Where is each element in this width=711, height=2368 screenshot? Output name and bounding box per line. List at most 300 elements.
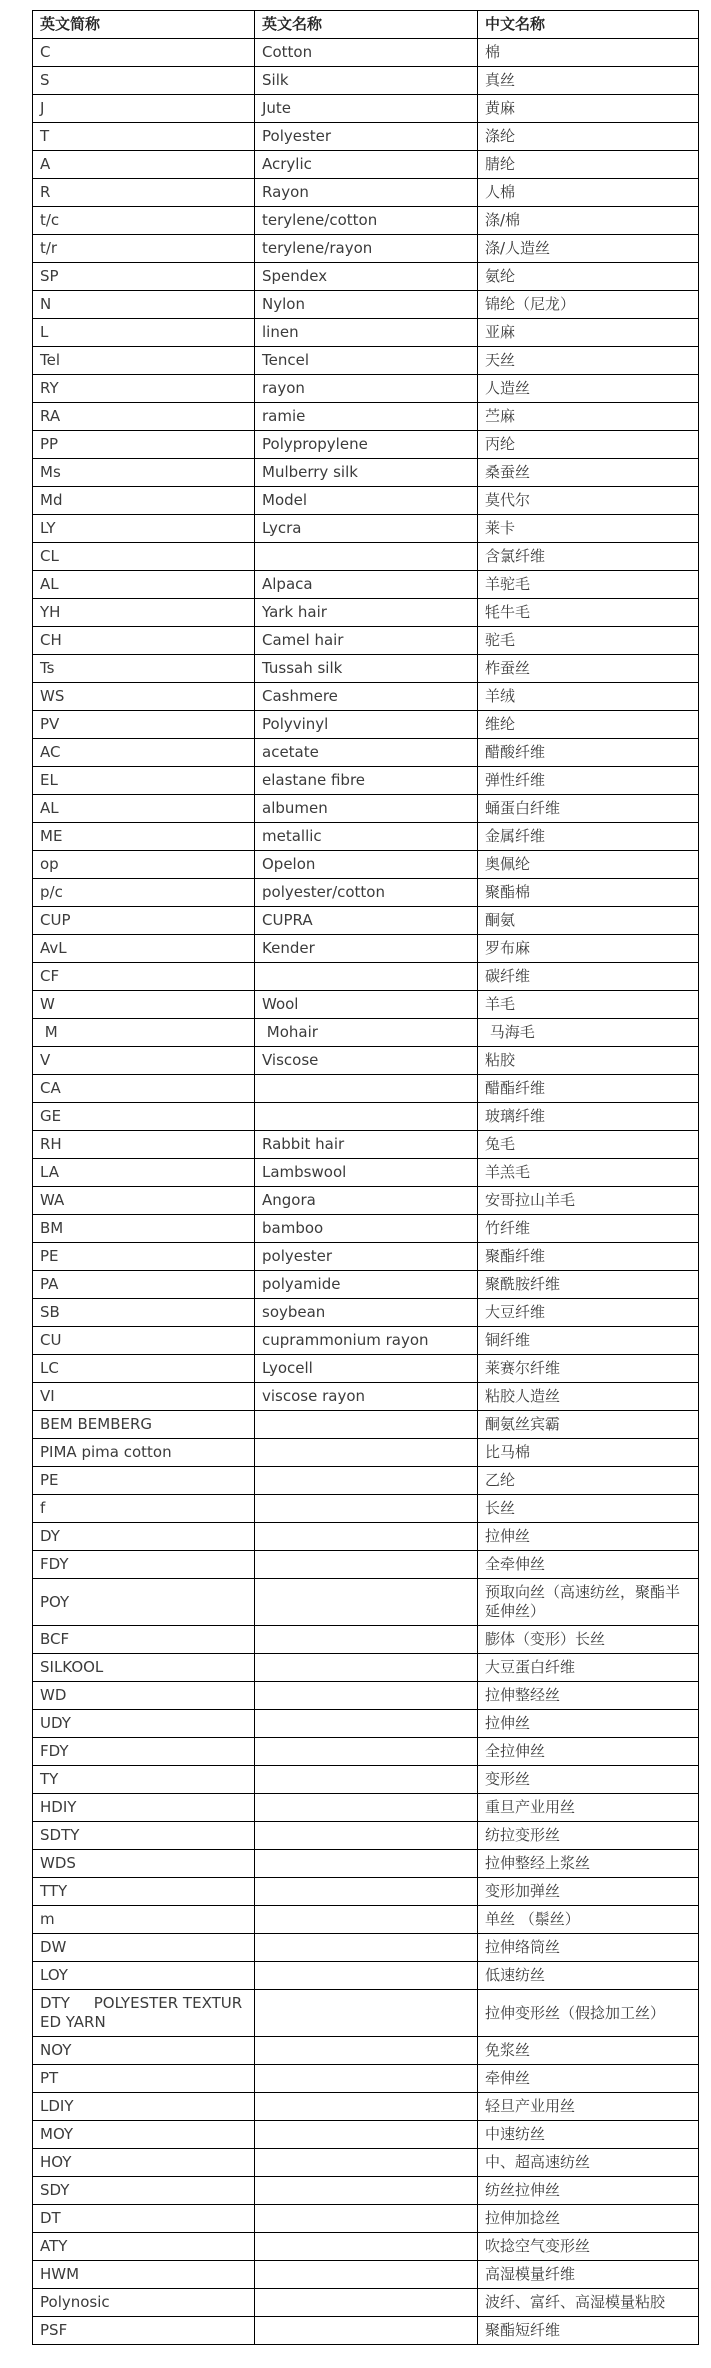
cell-chinese-name: 碳纤维 bbox=[478, 963, 699, 991]
cell-chinese-name: 重旦产业用丝 bbox=[478, 1794, 699, 1822]
cell-english-name bbox=[255, 2205, 478, 2233]
cell-chinese-name: 罗布麻 bbox=[478, 935, 699, 963]
cell-english-name bbox=[255, 1551, 478, 1579]
cell-english-name bbox=[255, 1962, 478, 1990]
table-row bbox=[33, 207, 699, 235]
cell-english-abbr: ME bbox=[33, 823, 255, 851]
table-row bbox=[33, 1579, 699, 1626]
cell-english-name bbox=[255, 1495, 478, 1523]
table-row bbox=[33, 2149, 699, 2177]
cell-chinese-name: 中、超高速纺丝 bbox=[478, 2149, 699, 2177]
cell-chinese-name: 吹捻空气变形丝 bbox=[478, 2233, 699, 2261]
table-row bbox=[33, 1327, 699, 1355]
cell-english-name bbox=[255, 2317, 478, 2345]
cell-english-abbr: W bbox=[33, 991, 255, 1019]
cell-english-name: Acrylic bbox=[255, 151, 478, 179]
cell-english-abbr: J bbox=[33, 95, 255, 123]
cell-english-name bbox=[255, 1850, 478, 1878]
cell-english-name: CUPRA bbox=[255, 907, 478, 935]
cell-chinese-name: 驼毛 bbox=[478, 627, 699, 655]
cell-english-abbr: BCF bbox=[33, 1626, 255, 1654]
cell-english-name bbox=[255, 1878, 478, 1906]
cell-english-name: Nylon bbox=[255, 291, 478, 319]
cell-english-name: Yark hair bbox=[255, 599, 478, 627]
table-row bbox=[33, 179, 699, 207]
table-row bbox=[33, 739, 699, 767]
cell-chinese-name: 铜纤维 bbox=[478, 1327, 699, 1355]
cell-chinese-name: 单丝 （鬃丝） bbox=[478, 1906, 699, 1934]
table-row bbox=[33, 403, 699, 431]
cell-chinese-name: 羊绒 bbox=[478, 683, 699, 711]
cell-english-name bbox=[255, 1579, 478, 1626]
cell-chinese-name: 拉伸络筒丝 bbox=[478, 1934, 699, 1962]
table-row bbox=[33, 2205, 699, 2233]
cell-chinese-name: 莫代尔 bbox=[478, 487, 699, 515]
table-row bbox=[33, 1467, 699, 1495]
cell-english-abbr: N bbox=[33, 291, 255, 319]
cell-chinese-name: 预取向丝（高速纺丝，聚酯半延伸丝） bbox=[478, 1579, 699, 1626]
cell-english-name: Model bbox=[255, 487, 478, 515]
table-row bbox=[33, 1626, 699, 1654]
cell-english-name: Tussah silk bbox=[255, 655, 478, 683]
cell-chinese-name: 兔毛 bbox=[478, 1131, 699, 1159]
cell-chinese-name: 聚酯棉 bbox=[478, 879, 699, 907]
cell-english-abbr: BM bbox=[33, 1215, 255, 1243]
cell-english-name: viscose rayon bbox=[255, 1383, 478, 1411]
table-row bbox=[33, 1271, 699, 1299]
cell-english-abbr: POY bbox=[33, 1579, 255, 1626]
cell-english-abbr: PV bbox=[33, 711, 255, 739]
cell-chinese-name: 马海毛 bbox=[478, 1019, 699, 1047]
table-row bbox=[33, 1794, 699, 1822]
cell-english-name: elastane fibre bbox=[255, 767, 478, 795]
cell-english-name bbox=[255, 1990, 478, 2037]
cell-english-name: Mulberry silk bbox=[255, 459, 478, 487]
cell-english-name bbox=[255, 2149, 478, 2177]
cell-chinese-name: 变形丝 bbox=[478, 1766, 699, 1794]
cell-chinese-name: 中速纺丝 bbox=[478, 2121, 699, 2149]
cell-chinese-name: 黄麻 bbox=[478, 95, 699, 123]
cell-english-abbr: PIMA pima cotton bbox=[33, 1439, 255, 1467]
cell-english-name: Camel hair bbox=[255, 627, 478, 655]
cell-chinese-name: 莱卡 bbox=[478, 515, 699, 543]
table-row bbox=[33, 291, 699, 319]
cell-english-name: terylene/rayon bbox=[255, 235, 478, 263]
cell-english-abbr: Polynosic bbox=[33, 2289, 255, 2317]
cell-chinese-name: 拉伸丝 bbox=[478, 1523, 699, 1551]
cell-english-name: Tencel bbox=[255, 347, 478, 375]
table-row bbox=[33, 543, 699, 571]
cell-english-name: ramie bbox=[255, 403, 478, 431]
cell-english-abbr: DTY POLYESTER TEXTURED YARN bbox=[33, 1990, 255, 2037]
table-row bbox=[33, 1990, 699, 2037]
cell-english-name bbox=[255, 1411, 478, 1439]
cell-english-name: terylene/cotton bbox=[255, 207, 478, 235]
cell-chinese-name: 聚酯纤维 bbox=[478, 1243, 699, 1271]
cell-chinese-name: 比马棉 bbox=[478, 1439, 699, 1467]
cell-english-abbr: FDY bbox=[33, 1551, 255, 1579]
table-row bbox=[33, 151, 699, 179]
cell-chinese-name: 人造丝 bbox=[478, 375, 699, 403]
table-row bbox=[33, 2289, 699, 2317]
table-row bbox=[33, 1187, 699, 1215]
cell-english-abbr: UDY bbox=[33, 1710, 255, 1738]
table-row bbox=[33, 963, 699, 991]
table-row bbox=[33, 1159, 699, 1187]
cell-chinese-name: 氨纶 bbox=[478, 263, 699, 291]
cell-chinese-name: 酮氨 bbox=[478, 907, 699, 935]
table-row bbox=[33, 375, 699, 403]
cell-chinese-name: 安哥拉山羊毛 bbox=[478, 1187, 699, 1215]
table-row bbox=[33, 823, 699, 851]
cell-english-abbr: R bbox=[33, 179, 255, 207]
cell-chinese-name: 粘胶 bbox=[478, 1047, 699, 1075]
cell-english-name bbox=[255, 1075, 478, 1103]
cell-english-abbr: CUP bbox=[33, 907, 255, 935]
cell-chinese-name: 柞蚕丝 bbox=[478, 655, 699, 683]
table-row bbox=[33, 1766, 699, 1794]
cell-chinese-name: 涤/棉 bbox=[478, 207, 699, 235]
table-row bbox=[33, 1551, 699, 1579]
cell-english-name bbox=[255, 2233, 478, 2261]
cell-english-abbr: BEM BEMBERG bbox=[33, 1411, 255, 1439]
cell-chinese-name: 轻旦产业用丝 bbox=[478, 2093, 699, 2121]
cell-english-abbr: S bbox=[33, 67, 255, 95]
cell-chinese-name: 全牵伸丝 bbox=[478, 1551, 699, 1579]
cell-english-name bbox=[255, 1710, 478, 1738]
cell-english-abbr: PSF bbox=[33, 2317, 255, 2345]
cell-english-name bbox=[255, 2121, 478, 2149]
cell-english-name: Lyocell bbox=[255, 1355, 478, 1383]
cell-english-abbr: RH bbox=[33, 1131, 255, 1159]
table-row bbox=[33, 39, 699, 67]
table-row bbox=[33, 1383, 699, 1411]
cell-english-name: Wool bbox=[255, 991, 478, 1019]
cell-english-name: Opelon bbox=[255, 851, 478, 879]
cell-english-abbr: Md bbox=[33, 487, 255, 515]
cell-english-abbr: WD bbox=[33, 1682, 255, 1710]
table-row bbox=[33, 95, 699, 123]
table-row bbox=[33, 1243, 699, 1271]
cell-english-abbr: CH bbox=[33, 627, 255, 655]
cell-chinese-name: 高湿模量纤维 bbox=[478, 2261, 699, 2289]
cell-english-name: albumen bbox=[255, 795, 478, 823]
cell-english-name: soybean bbox=[255, 1299, 478, 1327]
cell-english-abbr: CL bbox=[33, 543, 255, 571]
cell-english-abbr: VI bbox=[33, 1383, 255, 1411]
table-row bbox=[33, 1299, 699, 1327]
table-row bbox=[33, 2037, 699, 2065]
table-row bbox=[33, 683, 699, 711]
cell-english-abbr: SDTY bbox=[33, 1822, 255, 1850]
cell-english-name: Mohair bbox=[255, 1019, 478, 1047]
cell-english-name: Viscose bbox=[255, 1047, 478, 1075]
cell-english-name: Cashmere bbox=[255, 683, 478, 711]
table-body bbox=[33, 39, 699, 2345]
cell-chinese-name: 亚麻 bbox=[478, 319, 699, 347]
table-row bbox=[33, 1495, 699, 1523]
table-row bbox=[33, 1215, 699, 1243]
table-row bbox=[33, 907, 699, 935]
cell-english-abbr: MOY bbox=[33, 2121, 255, 2149]
cell-english-name bbox=[255, 2177, 478, 2205]
cell-chinese-name: 粘胶人造丝 bbox=[478, 1383, 699, 1411]
table-row bbox=[33, 2317, 699, 2345]
cell-chinese-name: 人棉 bbox=[478, 179, 699, 207]
cell-english-name: bamboo bbox=[255, 1215, 478, 1243]
table-row bbox=[33, 2261, 699, 2289]
cell-english-abbr: TTY bbox=[33, 1878, 255, 1906]
cell-english-abbr: op bbox=[33, 851, 255, 879]
table-row bbox=[33, 319, 699, 347]
cell-english-abbr: FDY bbox=[33, 1738, 255, 1766]
table-row bbox=[33, 487, 699, 515]
cell-english-abbr: RY bbox=[33, 375, 255, 403]
cell-english-name: Lambswool bbox=[255, 1159, 478, 1187]
cell-english-abbr: PA bbox=[33, 1271, 255, 1299]
cell-english-name: rayon bbox=[255, 375, 478, 403]
cell-english-abbr: WS bbox=[33, 683, 255, 711]
table-row bbox=[33, 1738, 699, 1766]
cell-english-name: polyamide bbox=[255, 1271, 478, 1299]
cell-chinese-name: 纺拉变形丝 bbox=[478, 1822, 699, 1850]
cell-english-abbr: C bbox=[33, 39, 255, 67]
cell-chinese-name: 免浆丝 bbox=[478, 2037, 699, 2065]
cell-english-abbr: Ms bbox=[33, 459, 255, 487]
table-row bbox=[33, 879, 699, 907]
cell-english-abbr: PE bbox=[33, 1467, 255, 1495]
table-row bbox=[33, 1822, 699, 1850]
cell-english-abbr: DW bbox=[33, 1934, 255, 1962]
cell-english-name: Cotton bbox=[255, 39, 478, 67]
cell-english-name: polyester bbox=[255, 1243, 478, 1271]
cell-english-abbr: AL bbox=[33, 571, 255, 599]
header-row bbox=[33, 11, 699, 39]
cell-english-abbr: LA bbox=[33, 1159, 255, 1187]
cell-english-name: Spendex bbox=[255, 263, 478, 291]
cell-english-name: Silk bbox=[255, 67, 478, 95]
column-header-english-abbr: 英文简称 bbox=[33, 11, 255, 39]
table-row bbox=[33, 2093, 699, 2121]
cell-english-abbr: DY bbox=[33, 1523, 255, 1551]
table-row bbox=[33, 123, 699, 151]
table-row bbox=[33, 991, 699, 1019]
cell-english-abbr: PT bbox=[33, 2065, 255, 2093]
cell-english-abbr: LC bbox=[33, 1355, 255, 1383]
table-row bbox=[33, 627, 699, 655]
cell-english-abbr: RA bbox=[33, 403, 255, 431]
cell-chinese-name: 大豆纤维 bbox=[478, 1299, 699, 1327]
cell-chinese-name: 醋酸纤维 bbox=[478, 739, 699, 767]
cell-english-abbr: AC bbox=[33, 739, 255, 767]
cell-chinese-name: 奥佩纶 bbox=[478, 851, 699, 879]
cell-chinese-name: 羊羔毛 bbox=[478, 1159, 699, 1187]
cell-english-abbr: PE bbox=[33, 1243, 255, 1271]
cell-english-name bbox=[255, 2065, 478, 2093]
cell-chinese-name: 羊毛 bbox=[478, 991, 699, 1019]
cell-english-name: Alpaca bbox=[255, 571, 478, 599]
cell-chinese-name: 棉 bbox=[478, 39, 699, 67]
cell-chinese-name: 桑蚕丝 bbox=[478, 459, 699, 487]
cell-english-abbr: HOY bbox=[33, 2149, 255, 2177]
cell-chinese-name: 真丝 bbox=[478, 67, 699, 95]
cell-english-abbr: LY bbox=[33, 515, 255, 543]
table-row bbox=[33, 515, 699, 543]
cell-english-abbr: L bbox=[33, 319, 255, 347]
table-row bbox=[33, 767, 699, 795]
cell-chinese-name: 天丝 bbox=[478, 347, 699, 375]
cell-english-abbr: T bbox=[33, 123, 255, 151]
cell-english-name bbox=[255, 1794, 478, 1822]
cell-chinese-name: 长丝 bbox=[478, 1495, 699, 1523]
cell-chinese-name: 锦纶（尼龙） bbox=[478, 291, 699, 319]
cell-english-name bbox=[255, 1906, 478, 1934]
table-row bbox=[33, 1355, 699, 1383]
cell-english-name: Polyvinyl bbox=[255, 711, 478, 739]
cell-chinese-name: 弹性纤维 bbox=[478, 767, 699, 795]
cell-chinese-name: 莱赛尔纤维 bbox=[478, 1355, 699, 1383]
cell-english-name: Jute bbox=[255, 95, 478, 123]
cell-chinese-name: 丙纶 bbox=[478, 431, 699, 459]
cell-english-abbr: CA bbox=[33, 1075, 255, 1103]
cell-english-name bbox=[255, 1523, 478, 1551]
column-header-english-name: 英文名称 bbox=[255, 11, 478, 39]
table-row bbox=[33, 1962, 699, 1990]
cell-english-abbr: SP bbox=[33, 263, 255, 291]
cell-chinese-name: 金属纤维 bbox=[478, 823, 699, 851]
table-row bbox=[33, 1906, 699, 1934]
cell-english-abbr: ATY bbox=[33, 2233, 255, 2261]
cell-chinese-name: 波纤、富纤、高湿模量粘胶 bbox=[478, 2289, 699, 2317]
cell-english-name bbox=[255, 1467, 478, 1495]
cell-chinese-name: 含氯纤维 bbox=[478, 543, 699, 571]
cell-english-name bbox=[255, 2093, 478, 2121]
cell-english-name bbox=[255, 1439, 478, 1467]
table-row bbox=[33, 1682, 699, 1710]
cell-english-abbr: SB bbox=[33, 1299, 255, 1327]
cell-chinese-name: 牦牛毛 bbox=[478, 599, 699, 627]
cell-english-abbr: A bbox=[33, 151, 255, 179]
fiber-abbreviation-table bbox=[32, 10, 699, 2345]
cell-chinese-name: 醋酯纤维 bbox=[478, 1075, 699, 1103]
cell-english-abbr: Ts bbox=[33, 655, 255, 683]
cell-english-name bbox=[255, 2289, 478, 2317]
cell-chinese-name: 玻璃纤维 bbox=[478, 1103, 699, 1131]
cell-chinese-name: 拉伸变形丝（假捻加工丝） bbox=[478, 1990, 699, 2037]
table-row bbox=[33, 795, 699, 823]
table-row bbox=[33, 263, 699, 291]
cell-english-name bbox=[255, 1654, 478, 1682]
cell-english-name: linen bbox=[255, 319, 478, 347]
cell-english-abbr: GE bbox=[33, 1103, 255, 1131]
table-row bbox=[33, 1710, 699, 1738]
cell-english-name bbox=[255, 1682, 478, 1710]
table-row bbox=[33, 1019, 699, 1047]
table-row bbox=[33, 2177, 699, 2205]
table-row bbox=[33, 235, 699, 263]
cell-chinese-name: 拉伸加捻丝 bbox=[478, 2205, 699, 2233]
table-row bbox=[33, 1439, 699, 1467]
cell-chinese-name: 牵伸丝 bbox=[478, 2065, 699, 2093]
cell-english-abbr: WDS bbox=[33, 1850, 255, 1878]
cell-english-abbr: LDIY bbox=[33, 2093, 255, 2121]
cell-chinese-name: 大豆蛋白纤维 bbox=[478, 1654, 699, 1682]
cell-english-name bbox=[255, 543, 478, 571]
table-row bbox=[33, 1047, 699, 1075]
table-row bbox=[33, 67, 699, 95]
cell-chinese-name: 低速纺丝 bbox=[478, 1962, 699, 1990]
cell-english-abbr: V bbox=[33, 1047, 255, 1075]
cell-english-abbr: SDY bbox=[33, 2177, 255, 2205]
cell-chinese-name: 涤纶 bbox=[478, 123, 699, 151]
cell-english-abbr: HDIY bbox=[33, 1794, 255, 1822]
table-row bbox=[33, 1654, 699, 1682]
cell-english-name: Polyester bbox=[255, 123, 478, 151]
cell-english-abbr: HWM bbox=[33, 2261, 255, 2289]
cell-english-abbr: Tel bbox=[33, 347, 255, 375]
cell-english-name: Angora bbox=[255, 1187, 478, 1215]
cell-english-abbr: TY bbox=[33, 1766, 255, 1794]
cell-english-abbr: t/c bbox=[33, 207, 255, 235]
cell-english-name bbox=[255, 1766, 478, 1794]
cell-english-abbr: AvL bbox=[33, 935, 255, 963]
cell-english-abbr: M bbox=[33, 1019, 255, 1047]
table-row bbox=[33, 935, 699, 963]
table-row bbox=[33, 1878, 699, 1906]
cell-english-abbr: DT bbox=[33, 2205, 255, 2233]
cell-english-abbr: CF bbox=[33, 963, 255, 991]
cell-english-name: Rabbit hair bbox=[255, 1131, 478, 1159]
cell-english-abbr: YH bbox=[33, 599, 255, 627]
cell-english-abbr: LOY bbox=[33, 1962, 255, 1990]
cell-english-name bbox=[255, 963, 478, 991]
cell-chinese-name: 拉伸丝 bbox=[478, 1710, 699, 1738]
cell-english-name bbox=[255, 2261, 478, 2289]
cell-chinese-name: 乙纶 bbox=[478, 1467, 699, 1495]
table-row bbox=[33, 1934, 699, 1962]
table-row bbox=[33, 2233, 699, 2261]
table-row bbox=[33, 2121, 699, 2149]
cell-chinese-name: 竹纤维 bbox=[478, 1215, 699, 1243]
table-row bbox=[33, 1523, 699, 1551]
cell-english-name bbox=[255, 1103, 478, 1131]
cell-english-name: acetate bbox=[255, 739, 478, 767]
column-header-chinese-name: 中文名称 bbox=[478, 11, 699, 39]
cell-chinese-name: 羊驼毛 bbox=[478, 571, 699, 599]
table-row bbox=[33, 1131, 699, 1159]
table-row bbox=[33, 711, 699, 739]
cell-chinese-name: 拉伸整经丝 bbox=[478, 1682, 699, 1710]
cell-english-name bbox=[255, 1626, 478, 1654]
cell-english-abbr: SILKOOL bbox=[33, 1654, 255, 1682]
cell-english-abbr: WA bbox=[33, 1187, 255, 1215]
cell-english-name: Lycra bbox=[255, 515, 478, 543]
cell-chinese-name: 全拉伸丝 bbox=[478, 1738, 699, 1766]
cell-chinese-name: 维纶 bbox=[478, 711, 699, 739]
table-row bbox=[33, 2065, 699, 2093]
cell-english-name: metallic bbox=[255, 823, 478, 851]
table-row bbox=[33, 459, 699, 487]
cell-chinese-name: 拉伸整经上浆丝 bbox=[478, 1850, 699, 1878]
table-row bbox=[33, 1075, 699, 1103]
table-row bbox=[33, 1850, 699, 1878]
cell-english-abbr: CU bbox=[33, 1327, 255, 1355]
cell-english-name bbox=[255, 2037, 478, 2065]
table-row bbox=[33, 1411, 699, 1439]
cell-chinese-name: 纺丝拉伸丝 bbox=[478, 2177, 699, 2205]
cell-chinese-name: 蛹蛋白纤维 bbox=[478, 795, 699, 823]
cell-english-name: Rayon bbox=[255, 179, 478, 207]
